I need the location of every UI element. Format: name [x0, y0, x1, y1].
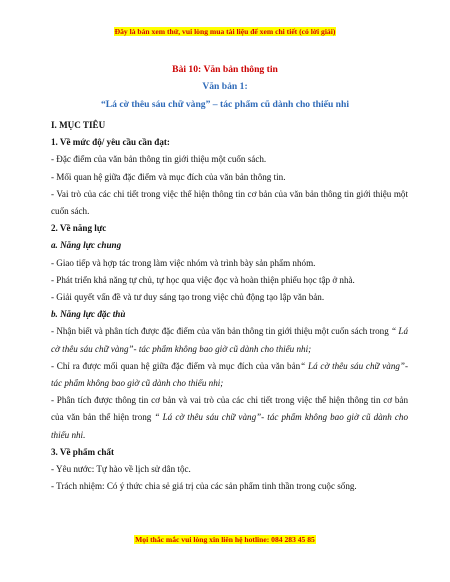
preview-banner [0, 27, 450, 36]
list-item [51, 323, 408, 357]
book-title-ref: “ Lá cờ thêu sáu chữ vàng”- tác phẩm không bao giờ cũ dành cho thiếu nhi; [51, 326, 409, 354]
list-item-text: - Nhận biết và phân tích được đặc điểm của văn bản thông tin giới thiệu một cuốn sách trong [51, 326, 392, 337]
hotline-banner [0, 535, 450, 544]
subsection-heading: 1. Về mức độ/ yêu cầu cần đạt: [51, 137, 170, 148]
hotline-banner-text: Mọi thắc mắc vui lòng xin liên hệ hotline: 084 283 45 85 [135, 535, 315, 544]
subsection-heading: 3. Về phẩm chất [51, 446, 114, 457]
list-item: - Đặc điểm của văn bản thông tin giới thiệu một cuốn sách. [51, 154, 267, 165]
list-item: - Giải quyết vấn đề và tư duy sáng tạo trong việc chủ động tạo lập văn bản. [51, 292, 325, 303]
document-body [51, 117, 408, 495]
sub-heading: a. Năng lực chung [51, 240, 122, 251]
list-item: - Phát triển khả năng tự chủ, tự học qua việc đọc và hoàn thiện phiếu học tập ở nhà. [51, 274, 355, 285]
list-item: - Mối quan hệ giữa đặc điểm và mục đích của văn bản thông tin. [51, 171, 286, 182]
section-heading: I. MỤC TIÊU [51, 120, 106, 130]
list-item: - Trách nhiệm: Có ý thức chia sẻ giá trị của các sản phẩm tinh thần trong cuộc sống. [51, 481, 357, 492]
list-item [51, 392, 408, 444]
list-item: - Yêu nước: Tự hào về lịch sử dân tộc. [51, 464, 191, 475]
list-item: - Vai trò của các chi tiết trong việc thể hiện thông tin cơ bản của văn bản thông tin giới thiệu một cuốn sách. [51, 188, 408, 217]
subsection-heading: 2. Về năng lực [51, 223, 107, 234]
book-title-ref: “ Lá cờ thêu sáu chữ vàng”- tác phẩm không bao giờ cũ dành cho thiếu nhi; [51, 360, 408, 389]
book-title-ref: “ Lá cờ thêu sáu chữ vàng”- tác phẩm không bao giờ cũ dành cho thiếu nhi. [51, 412, 409, 440]
list-item-text: - Phân tích được thông tin cơ bản và vai trò của các chi tiết trong việc thể hiện thông tin cơ bản của văn bản thể hiện trong [51, 395, 408, 423]
text-subtitle: “Lá cờ thêu sáu chữ vàng” – tác phẩm cũ dành cho thiếu nhi [100, 99, 350, 110]
list-item [51, 358, 408, 392]
text-title: Văn bản 1: [202, 81, 248, 92]
sub-heading: b. Năng lực đặc thù [51, 309, 126, 320]
preview-banner-text: Đây là bản xem thử, vui lòng mua tài liệu để xem chi tiết (có lời giải) [114, 27, 336, 36]
lesson-title: Bài 10: Văn bản thông tin [172, 64, 278, 75]
list-item-text: - Chỉ ra được mối quan hệ giữa đặc điểm và mục đích của văn bản [51, 360, 301, 371]
list-item: - Giao tiếp và hợp tác trong làm việc nhóm và trình bày sản phẩm nhóm. [51, 257, 316, 268]
